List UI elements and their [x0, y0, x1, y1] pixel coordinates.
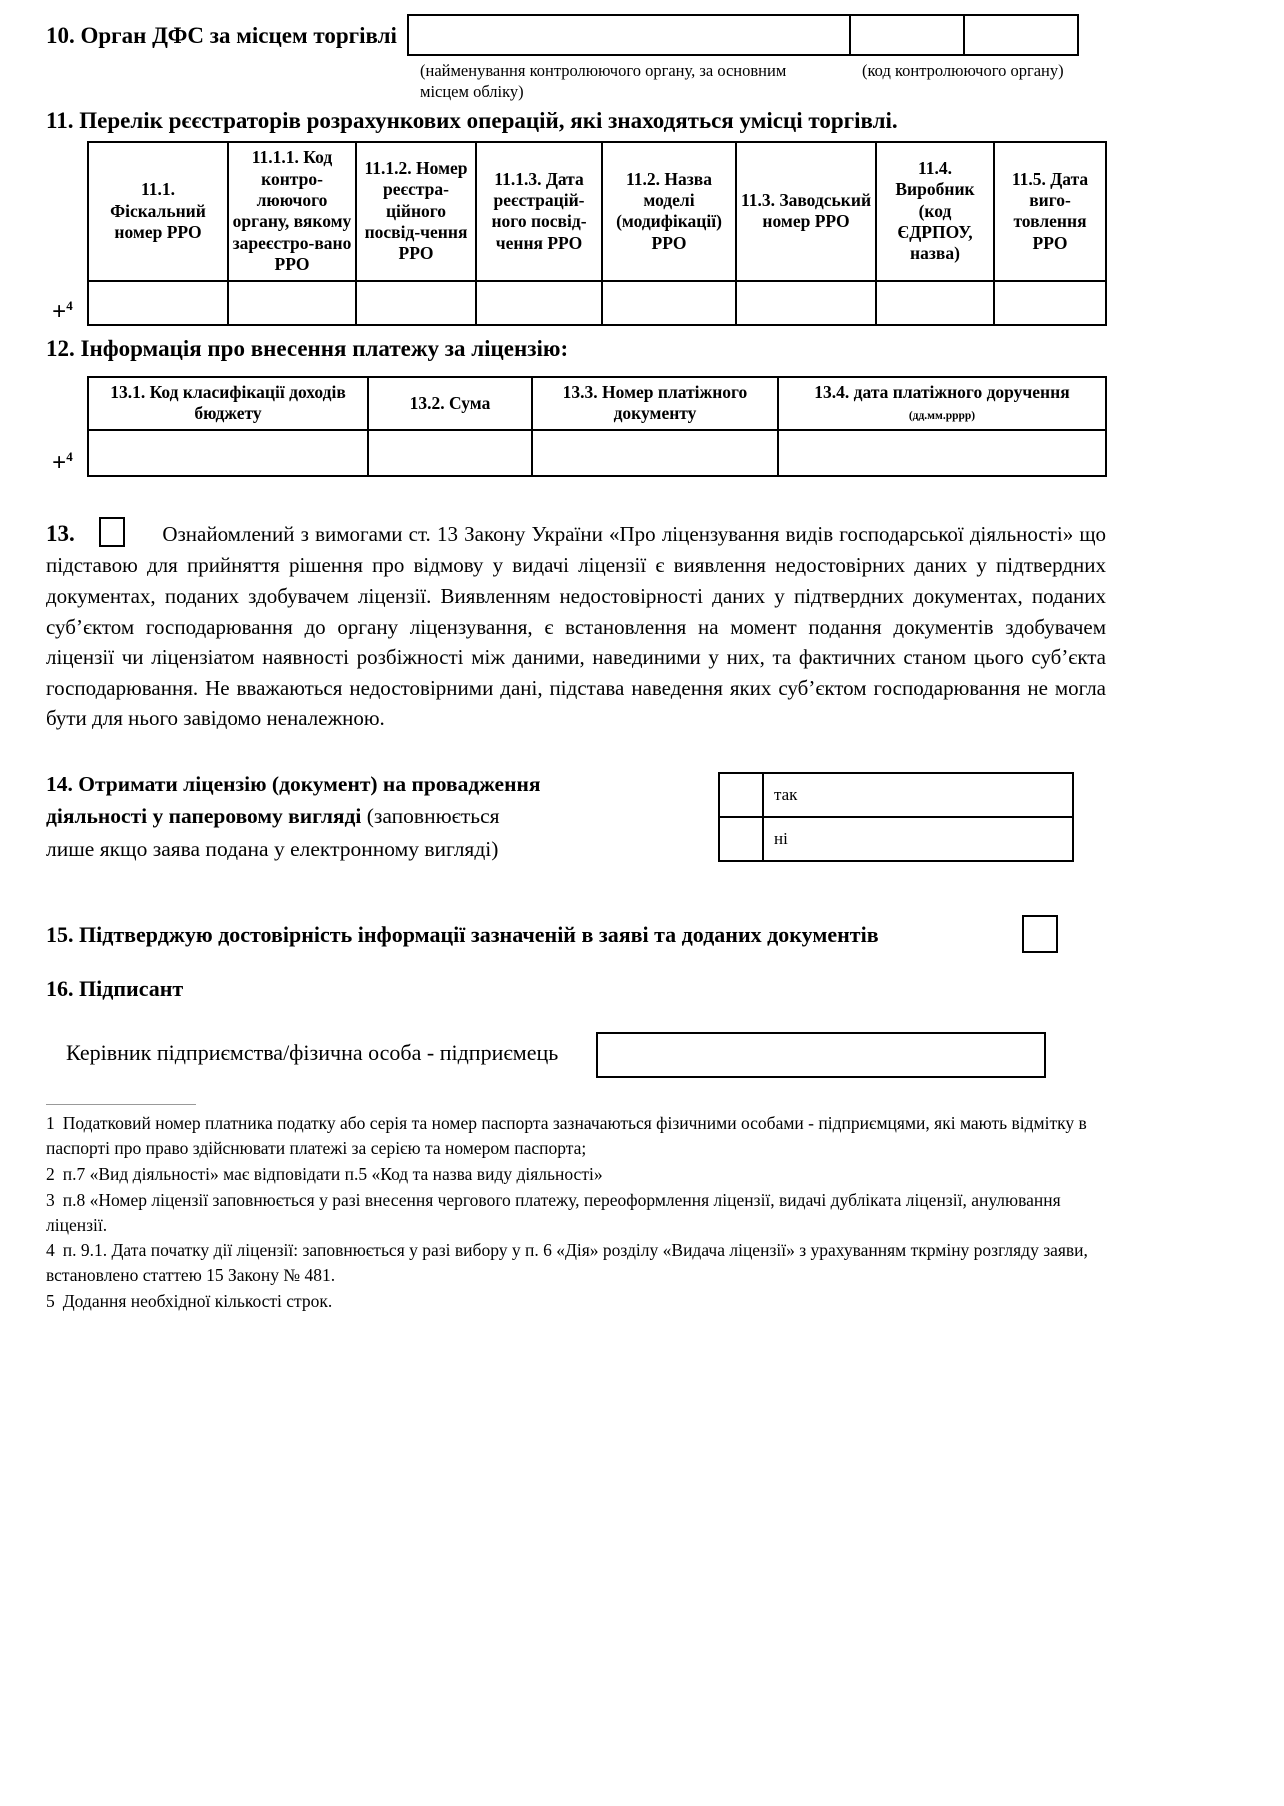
- payment-table-header-row: [46, 377, 1106, 430]
- section-11-title: 11. Перелік рєєстраторів розрахункових операцій, які знаходяться умісці торгівлі.: [46, 108, 898, 133]
- rro-cell[interactable]: [228, 281, 356, 325]
- payment-col-13-4-label: 13.4. дата платіжного доручення: [814, 381, 1070, 402]
- section-16-title: 16. Підписант: [46, 976, 184, 1002]
- payment-cell[interactable]: [778, 430, 1106, 476]
- footnote-item: [46, 1162, 1106, 1187]
- payment-col-13-4-format: (дд.мм.рррр): [908, 410, 976, 423]
- authority-name-hint: (найменування контролюючого органу, за основним місцем обліку): [420, 61, 787, 102]
- payment-cell[interactable]: [368, 430, 532, 476]
- payment-col-13-1: 13.1. Код класифікації доходів бюджету: [88, 377, 368, 430]
- section-14-no-label: ні: [763, 817, 1073, 861]
- footnote-text: п.8 «Номер ліцензії заповнюється у разі внесення чергового платежу, переоформлення ліцензії, видачі дубліката ліцензії, анулювання ліцензії.: [46, 1189, 1061, 1235]
- rro-col-11-1: 11.1. Фіскальний номер РРО: [88, 142, 228, 280]
- signer-row: [46, 1032, 1106, 1082]
- rro-col-11-3: 11.3. Заводський номер РРО: [736, 142, 876, 280]
- page-content: [46, 14, 1106, 1315]
- section-14-option-row: [719, 773, 1073, 817]
- payment-col-13-2: 13.2. Сума: [368, 377, 532, 430]
- authority-code-hint: (код контролюючого органу): [862, 61, 1064, 80]
- authority-code-cell-2[interactable]: [965, 14, 1079, 56]
- payment-table: [46, 376, 1107, 477]
- footnote-item: [46, 1238, 1106, 1288]
- footnote-text: п.7 «Вид діяльності» має відповідати п.5 «Код та назва виду діяльності»: [62, 1163, 603, 1184]
- payment-table-row: [46, 430, 1106, 476]
- section-15-text: 15. Підтверджую достовірність інформації зазначеній в заяві та доданих документів: [46, 922, 879, 948]
- footnote-divider: [46, 1104, 196, 1105]
- footnote-index: 2: [46, 1163, 55, 1184]
- plus-icon: +$^4$: [52, 298, 73, 326]
- rro-table: [46, 141, 1107, 325]
- section-14-title-line1: 14. Отримати ліцензію (документ) на провадження: [46, 772, 541, 797]
- section-14-option-row: [719, 817, 1073, 861]
- add-row-marker-payment[interactable]: [46, 430, 88, 476]
- rro-cell[interactable]: [88, 281, 228, 325]
- section-10-hints: [46, 60, 1106, 106]
- section-15: [46, 922, 1106, 948]
- rro-col-11-4: 11.4. Виробник (код ЄДРПОУ, назва): [876, 142, 994, 280]
- rro-cell[interactable]: [356, 281, 476, 325]
- spacer-cell: [46, 377, 88, 430]
- rro-col-11-1-3: 11.1.3. Дата реєстрацій-ного посвід-чення РРО: [476, 142, 602, 280]
- footnote-text: Податковий номер платника податку або серія та номер паспорта зазначаються фізичними особами - підприємцями, які мають відмітку в паспорті про право здійснювати платежі за серією та номером паспорта;: [46, 1113, 1087, 1158]
- payment-cell[interactable]: [532, 430, 778, 476]
- section-13-number: 13.: [46, 520, 75, 546]
- section-14-options: [718, 772, 1074, 862]
- spacer-cell: [46, 142, 88, 280]
- section-10: [46, 14, 1106, 56]
- footnote-text: Додання необхідної кількості строк.: [62, 1291, 333, 1312]
- section-14-title-line2: діяльності у паперовому вигляді: [46, 804, 362, 829]
- rro-col-11-1-1: 11.1.1. Код контро-люючого органу, вякому зареєстро-вано РРО: [228, 142, 356, 280]
- section-10-label: 10. Орган ДФС за місцем торгівлі: [46, 23, 397, 48]
- section-10-fields: [407, 14, 1079, 56]
- payment-cell[interactable]: [88, 430, 368, 476]
- section-13-text: Ознайомлений з вимогами ст. 13 Закону України «Про ліцензування видів господарської діяльності» що підставою для прийняття рішення про відмову у видачі ліцензії є виявлення недостовірних даних у підтвердних документах, поданих здобувачем ліцензії. Виявленням недостовірності даних у підтвердних документах, поданих суб’єктом господарювання до органу ліцензування, є встановлення на момент подання документів здобувачем ліцензії чи ліцензіатом наявності розбіжності між даними, навединими у них, та фактичних станом цього суб’єкта господарювання. Не вважаються недостовірними дані, підстава наведення яких суб’єктом господарювання не могла бути для нього завідомо неналежною.: [46, 521, 1107, 731]
- section-14-note-line2: (заповнюється: [361, 804, 500, 829]
- section-14: [46, 768, 1106, 868]
- section-13-paragraph: [46, 517, 1106, 735]
- footnote-index: 1: [46, 1113, 55, 1134]
- footnote-item: [46, 1111, 1106, 1161]
- add-row-marker-rro[interactable]: [46, 281, 88, 325]
- rro-table-row: [46, 281, 1106, 325]
- rro-cell[interactable]: [602, 281, 736, 325]
- rro-col-11-5: 11.5. Дата виго-товлення РРО: [994, 142, 1106, 280]
- rro-cell[interactable]: [736, 281, 876, 325]
- footnote-index: 3: [46, 1189, 55, 1210]
- rro-cell[interactable]: [476, 281, 602, 325]
- section-13-checkbox[interactable]: [99, 517, 125, 547]
- plus-icon: +$^4$: [52, 449, 73, 477]
- authority-name-input[interactable]: [407, 14, 851, 56]
- section-14-text: [46, 768, 746, 865]
- footnote-index: 5: [46, 1291, 55, 1312]
- section-14-yes-checkbox[interactable]: [719, 773, 763, 817]
- rro-col-11-2: 11.2. Назва моделі (модифікації) РРО: [602, 142, 736, 280]
- footnotes: [46, 1111, 1106, 1314]
- section-14-yes-label: так: [763, 773, 1073, 817]
- authority-code-cell-1[interactable]: [851, 14, 965, 56]
- payment-col-13-3: 13.3. Номер платіжного документу: [532, 377, 778, 430]
- section-14-no-checkbox[interactable]: [719, 817, 763, 861]
- signer-input[interactable]: [596, 1032, 1046, 1078]
- section-15-checkbox[interactable]: [1022, 915, 1058, 953]
- rro-cell[interactable]: [994, 281, 1106, 325]
- rro-col-11-1-2: 11.1.2. Номер реєстра-ційного посвід-чення РРО: [356, 142, 476, 280]
- signer-label: Керівник підприємства/фізична особа - підприємець: [66, 1040, 559, 1066]
- rro-table-header-row: [46, 142, 1106, 280]
- footnote-text: п. 9.1. Дата початку дії ліцензії: заповнюється у разі вибору у п. 6 «Дія» розділу «Видача ліцензії» з урахуванням ткрміну розгляду заяви, встановлено статтею 15 Закону № 481.: [46, 1240, 1088, 1286]
- section-14-note-line3: лише якщо заява подана у електронному вигляді): [46, 836, 499, 861]
- footnote-item: [46, 1188, 1106, 1238]
- payment-col-13-4: [778, 377, 1106, 430]
- section-12-title: 12. Інформація про внесення платежу за ліцензію:: [46, 335, 569, 361]
- footnote-item: [46, 1289, 1106, 1314]
- footnote-index: 4: [46, 1240, 55, 1261]
- rro-cell[interactable]: [876, 281, 994, 325]
